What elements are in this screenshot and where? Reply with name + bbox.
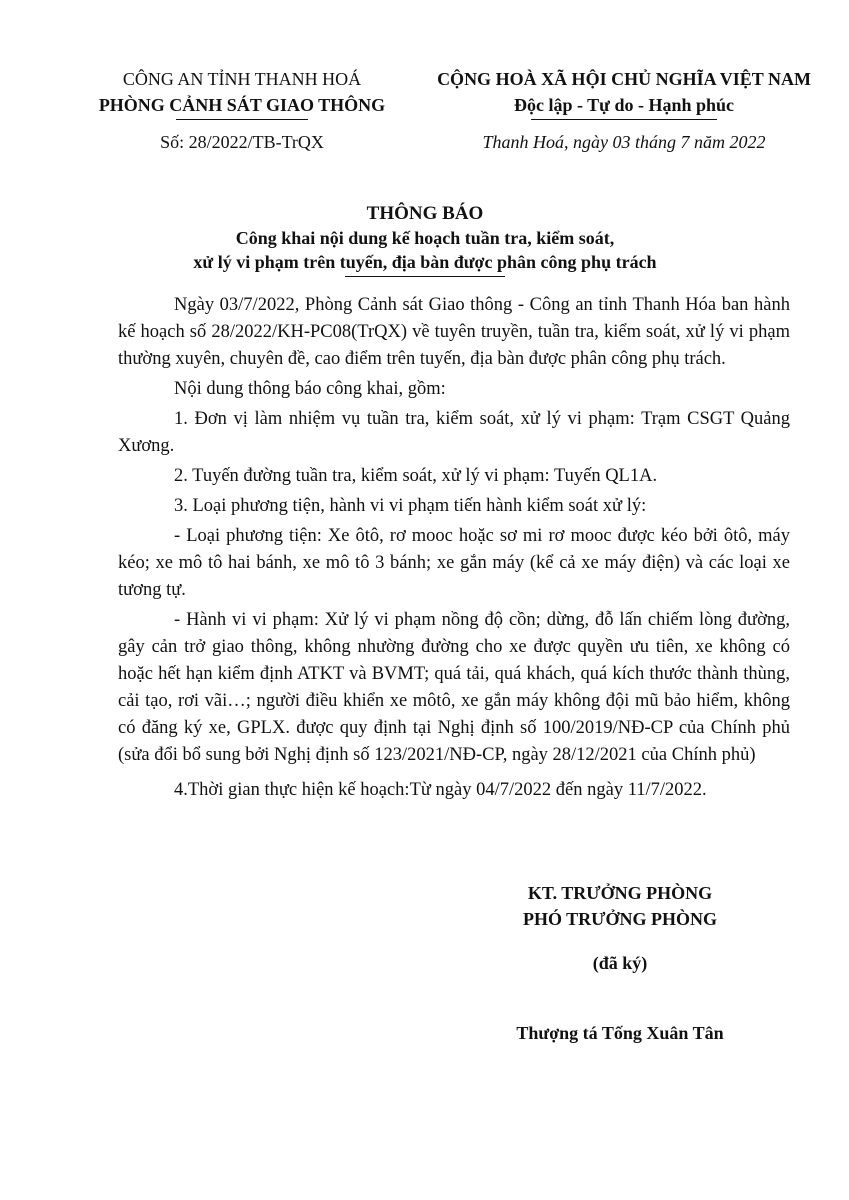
national-header — [418, 66, 830, 120]
title-main: THÔNG BÁO — [366, 203, 484, 224]
body-paragraph: Ngày 03/7/2022, Phòng Cảnh sát Giao thông - Công an tỉnh Thanh Hóa ban hành kế hoạch số 28/2022/KH-PC08(TrQX) về tuyên truyền, tuần tra, kiểm soát, xử lý vi phạm thường xuyên, chuyên đề, cao điểm trên tuyến, địa bàn được phân công phụ trách. — [118, 295, 790, 369]
signer-name: Thượng tá Tống Xuân Tân — [516, 1023, 724, 1043]
national-motto: Độc lập - Tự do - Hạnh phúc — [513, 95, 735, 115]
signature-title-1: KT. TRƯỞNG PHÒNG — [527, 883, 713, 903]
document-body — [118, 292, 790, 807]
issuer-header — [92, 66, 392, 120]
body-paragraph: - Hành vi vi phạm: Xử lý vi phạm nồng độ cồn; dừng, đỗ lấn chiếm lòng đường, gây cản trở giao thông, không nhường đường cho xe được quyền ưu tiên, xe không có hoặc hết hạn kiểm định ATKT và BVMT; quá tải, quá khách, quá kích thước thành thùng, cải tạo, rơi vãi…; người điều khiển xe môtô, xe gắn máy không đội mũ bảo hiểm, không có đăng ký xe, GPLX. được quy định tại Nghị định số 100/2019/NĐ-CP của Chính phủ (sửa đổi bổ sung bởi Nghị định số 123/2021/NĐ-CP, ngày 28/12/2021 của Chính phủ) — [118, 610, 790, 765]
place-and-date: Thanh Hoá, ngày 03 tháng 7 năm 2022 — [482, 132, 766, 152]
title-line-1: Công khai nội dung kế hoạch tuần tra, kiểm soát, — [235, 228, 615, 248]
department-name: PHÒNG CẢNH SÁT GIAO THÔNG — [98, 95, 386, 115]
document-number: Số: 28/2022/TB-TrQX — [160, 132, 324, 152]
country-name: CỘNG HOÀ XÃ HỘI CHỦ NGHĨA VIỆT NAM — [437, 69, 811, 89]
body-paragraph: 3. Loại phương tiện, hành vi vi phạm tiến hành kiểm soát xử lý: — [174, 496, 647, 516]
department-underline — [176, 119, 308, 120]
body-paragraph: - Loại phương tiện: Xe ôtô, rơ mooc hoặc sơ mi rơ mooc được kéo bởi ôtô, máy kéo; xe mô tô hai bánh, xe mô tô 3 bánh; xe gắn máy (kể cả xe máy điện) và các loại xe tương tự. — [118, 526, 790, 600]
body-paragraph: 4.Thời gian thực hiện kế hoạch:Từ ngày 04/7/2022 đến ngày 11/7/2022. — [174, 780, 707, 800]
signed-note: (đã ký) — [592, 953, 648, 973]
agency-name: CÔNG AN TỈNH THANH HOÁ — [122, 69, 362, 89]
body-paragraph: 1. Đơn vị làm nhiệm vụ tuần tra, kiểm soát, xử lý vi phạm: Trạm CSGT Quảng Xương. — [118, 409, 790, 456]
body-paragraph: 2. Tuyến đường tuần tra, kiểm soát, xử lý vi phạm: Tuyến QL1A. — [174, 466, 658, 486]
motto-underline — [531, 119, 717, 120]
body-paragraph: Nội dung thông báo công khai, gồm: — [174, 379, 446, 399]
signature-block — [470, 880, 770, 1046]
title-line-2: xử lý vi phạm trên tuyến, địa bàn được phân công phụ trách — [193, 252, 657, 272]
document-title — [110, 201, 740, 277]
signature-title-2: PHÓ TRƯỞNG PHÒNG — [522, 909, 717, 929]
title-underline — [345, 276, 505, 277]
